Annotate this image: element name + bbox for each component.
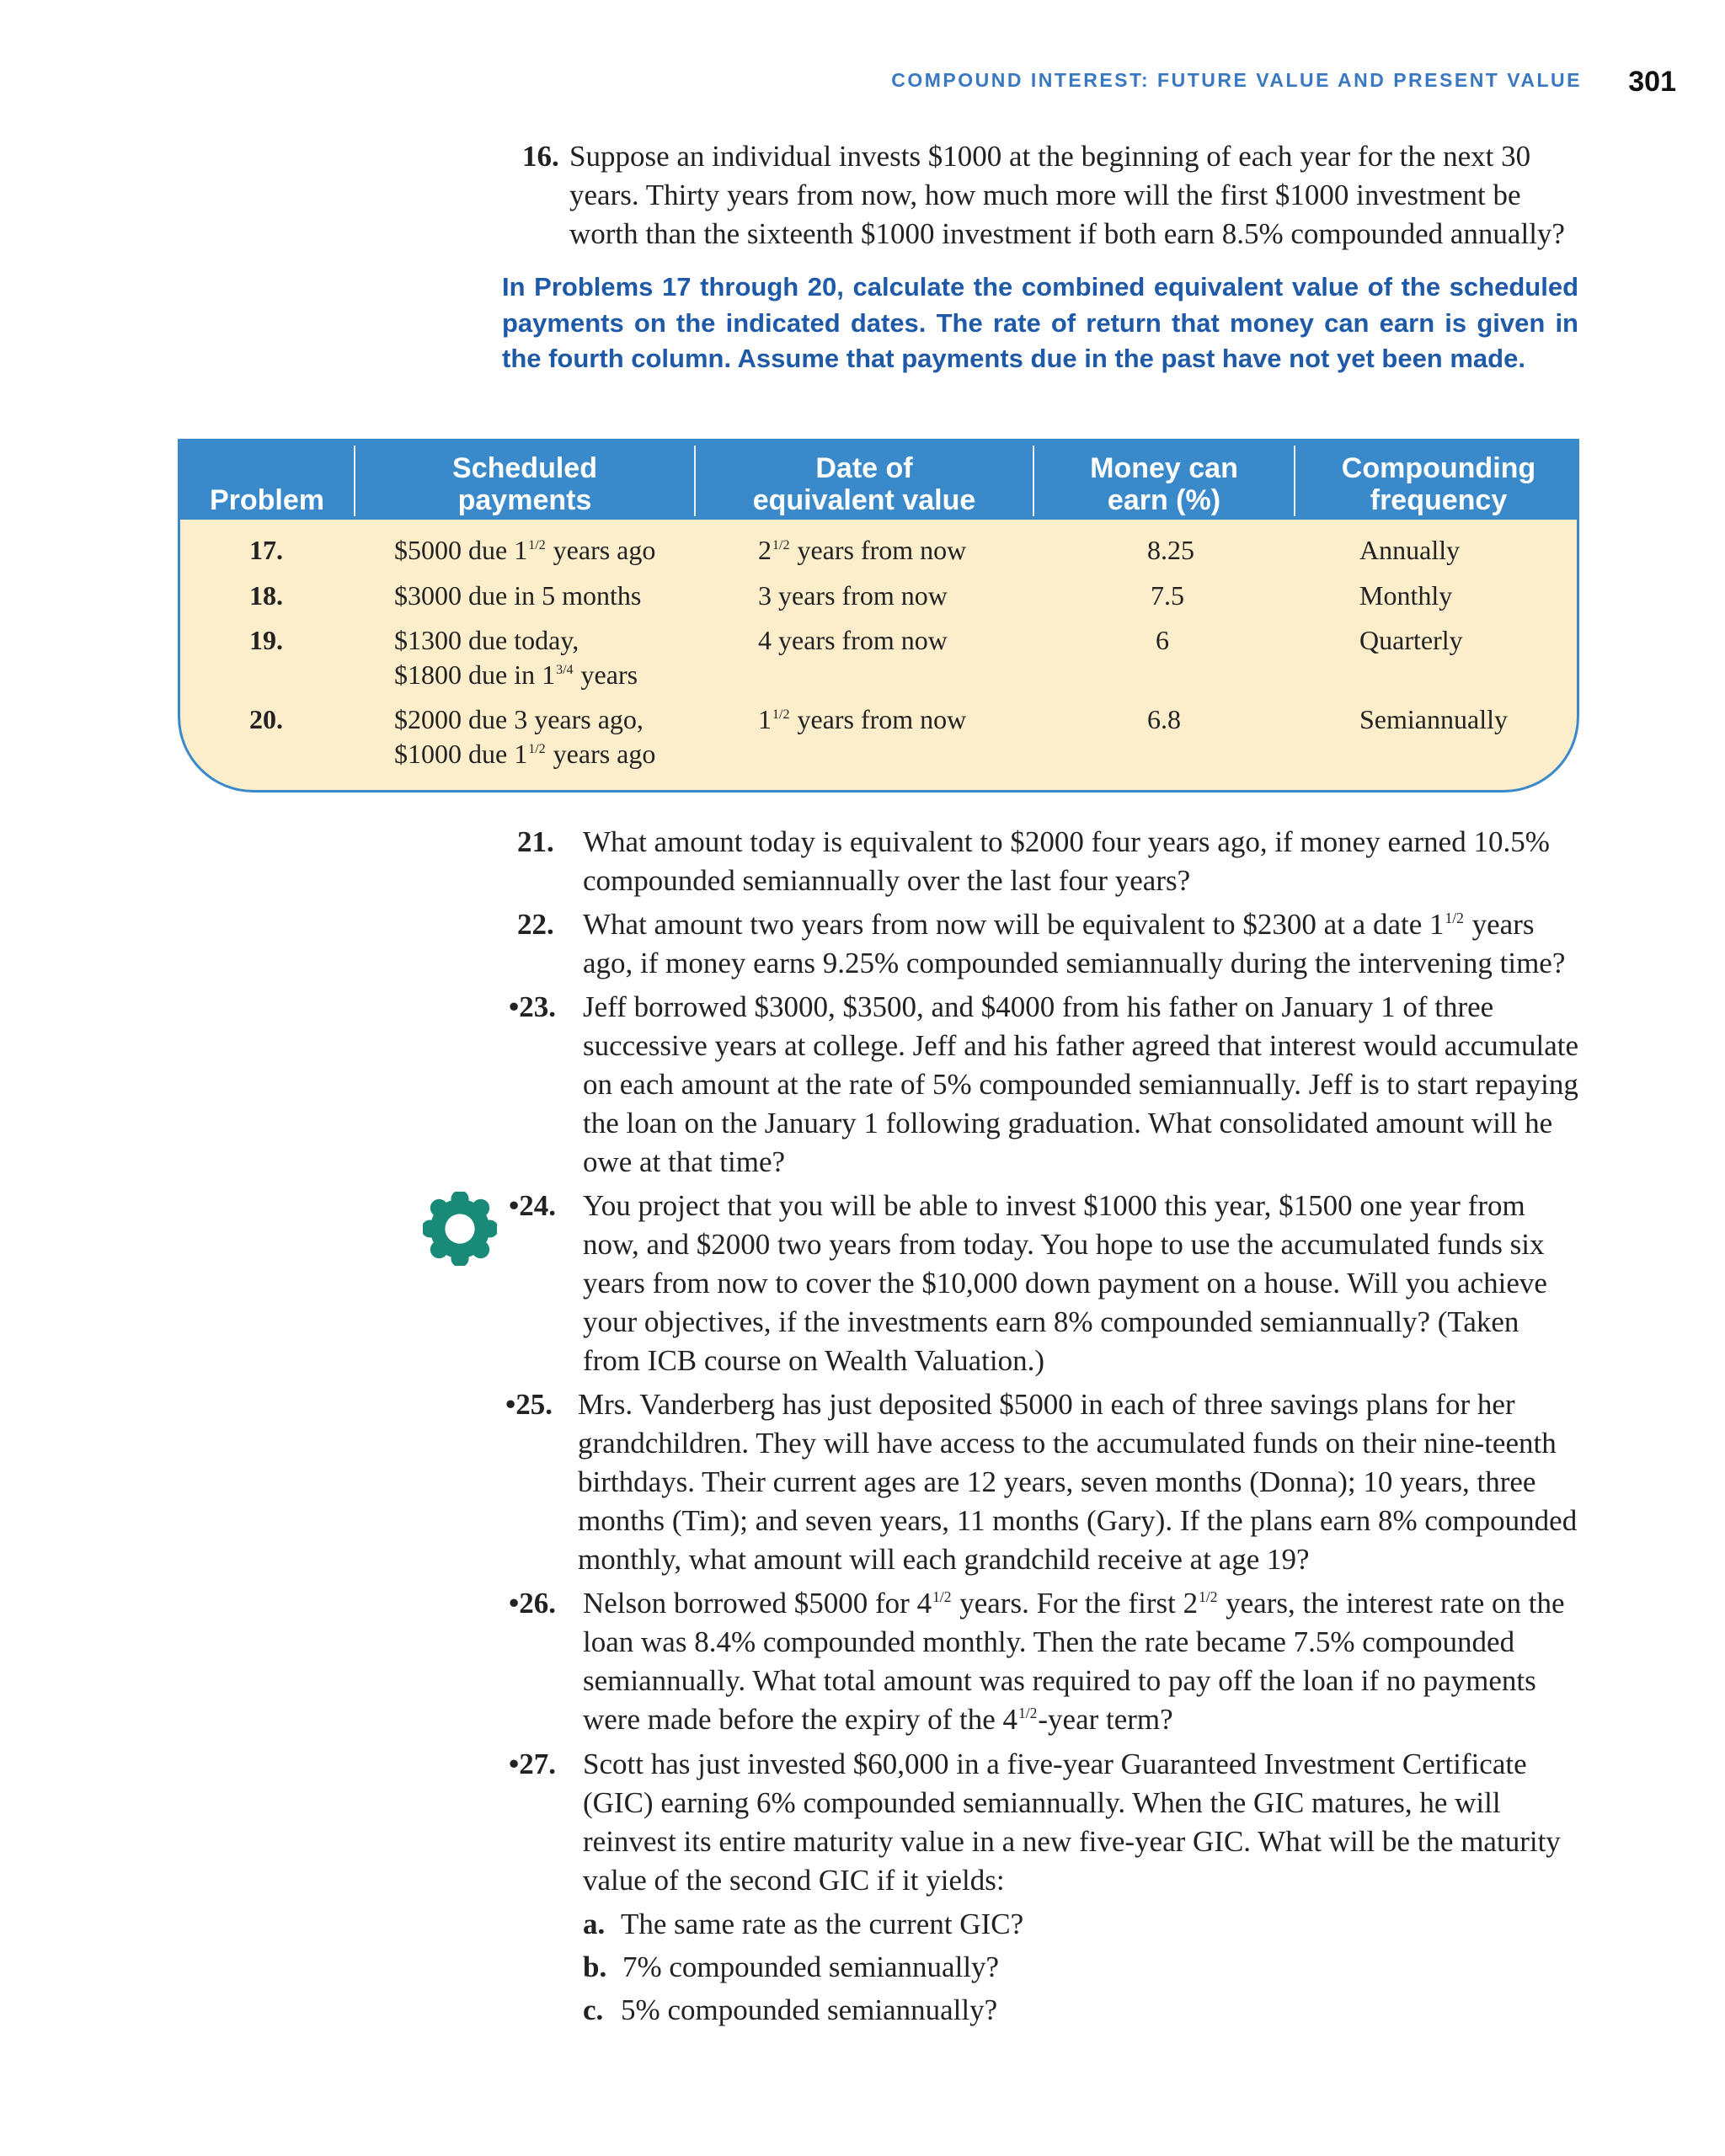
problem-16 — [522, 137, 1582, 253]
row-scheduled-payment: $2000 due 3 years ago, — [394, 704, 644, 734]
problem-22 — [517, 905, 1583, 983]
subpart-text: 7% compounded semiannually? — [622, 1951, 1000, 1983]
subpart-c — [583, 1991, 997, 2030]
row-rate: 8.25 — [1147, 535, 1194, 565]
problem-number: •24. — [509, 1189, 557, 1222]
gear-ornament-icon — [423, 1192, 497, 1266]
page-header — [0, 66, 1725, 108]
problems-table — [178, 439, 1579, 792]
row-scheduled-payment: $3000 due in 5 months — [394, 580, 642, 611]
problem-text: Mrs. Vanderberg has just deposited $5000 in each of three savings plans for her grandchildren. They will have access to the accumulated funds on their nine-teenth birthdays. Their current ages are 12 years, seven months (Donna); 10 years, three months (Tim); and seven years, 11 months (Gary). If the plans earn 8% compounded monthly, what amount will each grandchild receive at age 19? — [578, 1388, 1578, 1576]
row-scheduled-payment-2: $1800 due in 13/4 years — [394, 659, 638, 690]
problem-text: You project that you will be able to invest $1000 this year, $1500 one year from now, and $2000 two years from today. You hope to use the accumulated funds six years from now to cover the $10,000 down payment on a house. Will you achieve your objectives, if the investments earn 8% compounded semiannually? (Taken from ICB course on Wealth Valuation.) — [583, 1189, 1547, 1377]
problem-27 — [509, 1745, 1583, 1900]
problem-text: Nelson borrowed $5000 for 41/2 years. For the first 21/2 years, the interest rate on the loan was 8.4% compounded monthly. Then the rate became 7.5% compounded semiannually. What total amount was required to pay off the loan if no payments were made before the expiry of the 41/2-year term? — [583, 1587, 1565, 1736]
problem-text: What amount today is equivalent to $2000 four years ago, if money earned 10.5% compounded semiannually over the last four years? — [583, 825, 1550, 897]
table-header — [180, 439, 1579, 520]
row-date: 4 years from now — [758, 625, 948, 655]
page-number: 301 — [1628, 66, 1676, 98]
row-date: 11/2 years from now — [758, 704, 967, 734]
row-problem-number: 18. — [249, 580, 283, 611]
header-problem: Problem — [209, 484, 325, 516]
row-frequency: Quarterly — [1359, 625, 1463, 655]
subpart-a — [583, 1905, 1023, 1944]
row-problem-number: 20. — [249, 704, 283, 734]
problem-number: •27. — [509, 1748, 557, 1780]
row-date: 21/2 years from now — [758, 535, 967, 565]
problem-text: Suppose an individual invests $1000 at the beginning of each year for the next 30 years. Thirty years from now, how much more will the first $1000 investment be worth than the sixteenth $1000 investment if both earn 8.5% compounded annually? — [569, 140, 1565, 250]
subpart-label: b. — [583, 1951, 607, 1983]
row-problem-number: 19. — [249, 625, 283, 655]
subpart-text: The same rate as the current GIC? — [621, 1908, 1024, 1940]
subpart-label: c. — [583, 1993, 604, 2026]
problem-24 — [509, 1187, 1583, 1380]
subpart-label: a. — [583, 1908, 606, 1940]
problem-text: What amount two years from now will be equivalent to $2300 at a date 11/2 years ago, if money earns 9.25% compounded semiannually during the intervening time? — [583, 908, 1566, 979]
problem-number: 16. — [522, 140, 559, 173]
header-compounding: Compounding frequency — [1341, 452, 1536, 516]
row-problem-number: 17. — [249, 535, 283, 565]
subpart-b — [583, 1948, 999, 1987]
problem-number: •25. — [505, 1388, 553, 1421]
subpart-text: 5% compounded semiannually? — [621, 1993, 998, 2026]
row-scheduled-payment: $1300 due today, — [394, 625, 579, 655]
row-rate: 7.5 — [1151, 580, 1184, 611]
problem-text: Jeff borrowed $3000, $3500, and $4000 from his father on January 1 of three successive years at college. Jeff and his father agreed that interest would accumulate on each amount at the rate of 5% compounded semiannually. Jeff is to start repaying the loan on the January 1 following graduation. What consolidated amount will he owe at that time? — [583, 990, 1579, 1178]
row-rate: 6 — [1156, 625, 1169, 655]
row-frequency: Monthly — [1359, 580, 1453, 611]
problem-number: 22. — [517, 908, 554, 941]
problem-number: •26. — [509, 1587, 557, 1620]
problem-text: Scott has just invested $60,000 in a five-year Guaranteed Investment Certificate (GIC) earning 6% compounded semiannually. When the GIC matures, he will reinvest its entire maturity value in a new five-year GIC. What will be the maturity value of the second GIC if it yields: — [583, 1748, 1561, 1897]
header-date-equivalent: Date of equivalent value — [752, 452, 976, 516]
header-scheduled-payments: Scheduled payments — [452, 452, 597, 516]
row-frequency: Semiannually — [1359, 704, 1508, 734]
header-money-earn: Money can earn (%) — [1090, 452, 1238, 516]
problem-number: 21. — [517, 825, 554, 858]
problem-26 — [509, 1584, 1583, 1739]
running-title: COMPOUND INTEREST: FUTURE VALUE AND PRESENT VALUE — [891, 69, 1582, 91]
instruction-text: In Problems 17 through 20, calculate the combined equivalent value of the scheduled payments on the indicated dates. The rate of return that money can earn is given in the fourth column. Assume that payments due in the past have not yet been made. — [502, 272, 1578, 373]
row-scheduled-payment-2: $1000 due 11/2 years ago — [394, 739, 656, 769]
row-date: 3 years from now — [758, 580, 948, 611]
row-scheduled-payment: $5000 due 11/2 years ago — [394, 535, 656, 565]
problem-25 — [505, 1385, 1583, 1579]
row-rate: 6.8 — [1147, 704, 1181, 734]
row-frequency: Annually — [1359, 535, 1461, 565]
problem-number: •23. — [509, 990, 557, 1023]
problem-21 — [517, 823, 1583, 900]
problem-23 — [509, 988, 1583, 1182]
